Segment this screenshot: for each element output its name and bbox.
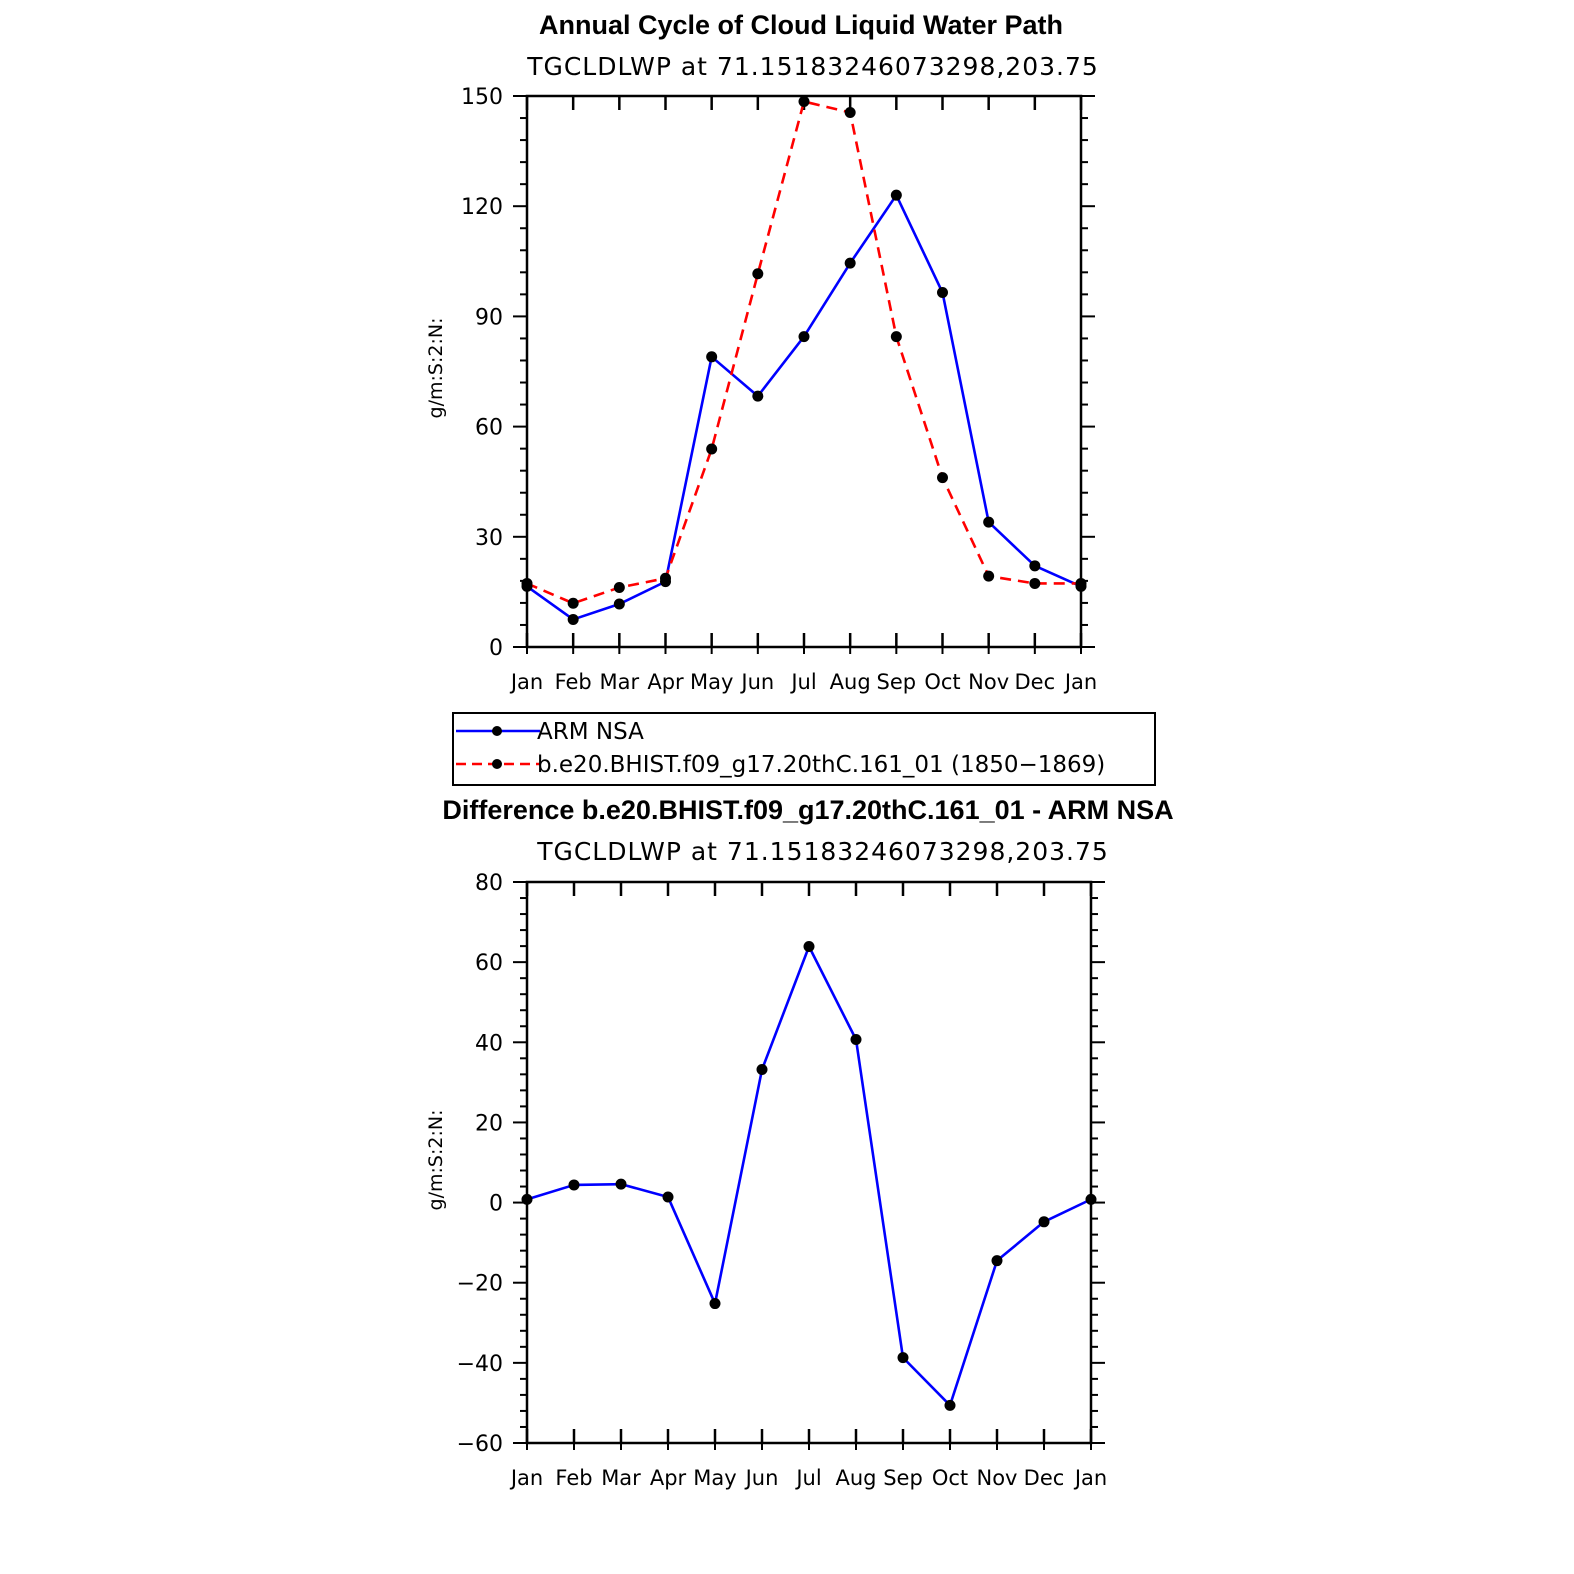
difference-chart — [425, 795, 1174, 1490]
data-point-series-1 — [710, 1298, 721, 1309]
chart1-subtitle: TGCLDLWP at 71.15183246073298,203.75 — [527, 52, 1099, 81]
data-point-series-2 — [799, 96, 810, 107]
data-point-series-1 — [568, 614, 579, 625]
data-point-series-2 — [706, 444, 717, 455]
x-tick-label: Apr — [647, 670, 684, 694]
data-point-series-1 — [851, 1034, 862, 1045]
data-point-series-1 — [898, 1352, 909, 1363]
data-point-series-2 — [983, 571, 994, 582]
plot-frame — [527, 882, 1091, 1443]
chart2-series — [522, 941, 1097, 1411]
data-point-series-1 — [1029, 560, 1040, 571]
chart1-series — [522, 96, 1087, 625]
x-tick-label: Jun — [741, 670, 775, 694]
chart2-subtitle: TGCLDLWP at 71.15183246073298,203.75 — [537, 837, 1109, 866]
y-tick-label: 0 — [489, 1191, 503, 1217]
data-point-series-1 — [937, 287, 948, 298]
x-tick-label: Feb — [555, 1466, 593, 1490]
data-point-series-1 — [757, 1064, 768, 1075]
series-line-1 — [527, 195, 1081, 619]
x-tick-label: Aug — [835, 1466, 877, 1490]
x-tick-label: Jan — [510, 1466, 544, 1490]
data-point-series-2 — [752, 268, 763, 279]
data-point-series-2 — [660, 573, 671, 584]
data-point-series-1 — [752, 391, 763, 402]
x-tick-label: Sep — [876, 670, 917, 694]
legend-marker-model — [492, 759, 502, 769]
chart1-x-tick-labels — [509, 670, 1097, 694]
data-point-series-1 — [614, 599, 625, 610]
data-point-series-2 — [1076, 578, 1087, 589]
chart2-y-tick-labels — [457, 871, 503, 1457]
chart1-y-tick-labels — [461, 85, 503, 661]
y-tick-label: 60 — [475, 415, 503, 441]
data-point-series-2 — [845, 107, 856, 118]
legend-label-arm-nsa: ARM NSA — [537, 719, 644, 745]
chart2-axes — [513, 882, 1105, 1450]
chart2-y-axis-label: g/m:S:2:N: — [425, 1109, 447, 1211]
x-tick-label: Jul — [791, 670, 817, 694]
data-point-series-1 — [663, 1191, 674, 1202]
x-tick-label: Mar — [601, 1466, 641, 1490]
x-tick-label: Feb — [554, 670, 592, 694]
y-tick-label: 20 — [475, 1111, 503, 1137]
series-line-2 — [527, 102, 1081, 604]
data-point-series-1 — [992, 1255, 1003, 1266]
data-point-series-1 — [891, 190, 902, 201]
y-tick-label: 40 — [475, 1031, 503, 1057]
legend-marker-arm-nsa — [492, 726, 502, 736]
data-point-series-1 — [845, 258, 856, 269]
x-tick-label: Oct — [931, 1466, 969, 1490]
y-tick-label: 0 — [489, 636, 503, 661]
y-tick-label: −20 — [456, 1271, 503, 1297]
x-tick-label: Oct — [924, 670, 961, 694]
data-point-series-1 — [804, 941, 815, 952]
data-point-series-1 — [706, 351, 717, 362]
data-point-series-1 — [522, 1194, 533, 1205]
data-point-series-2 — [1029, 578, 1040, 589]
y-tick-label: 60 — [475, 951, 503, 977]
series-line-1 — [527, 947, 1091, 1406]
x-tick-label: Dec — [1023, 1466, 1065, 1490]
x-tick-label: Nov — [976, 1466, 1018, 1490]
y-tick-label: 90 — [475, 305, 503, 331]
x-tick-label: Sep — [883, 1466, 923, 1490]
chart1-y-axis-label: g/m:S:2:N: — [425, 317, 447, 419]
chart2-x-tick-labels — [509, 1466, 1107, 1490]
y-tick-label: −60 — [456, 1432, 503, 1457]
data-point-series-2 — [937, 472, 948, 483]
x-tick-label: May — [689, 670, 734, 694]
y-tick-label: 30 — [475, 525, 503, 551]
data-point-series-2 — [568, 598, 579, 609]
chart1-title: Annual Cycle of Cloud Liquid Water Path — [538, 10, 1064, 40]
x-tick-label: Jan — [1064, 670, 1098, 694]
data-point-series-2 — [891, 331, 902, 342]
data-point-series-1 — [799, 331, 810, 342]
x-tick-label: Aug — [829, 670, 871, 694]
chart2-title: Difference b.e20.BHIST.f09_g17.20thC.161_01 - ARM NSA — [442, 795, 1174, 825]
x-tick-label: May — [693, 1466, 737, 1490]
legend — [453, 713, 1155, 785]
x-tick-label: Dec — [1014, 670, 1056, 694]
data-point-series-2 — [522, 578, 533, 589]
y-tick-label: −40 — [456, 1351, 503, 1377]
data-point-series-2 — [614, 582, 625, 593]
data-point-series-1 — [1039, 1216, 1050, 1227]
x-tick-label: Nov — [968, 670, 1010, 694]
plot-frame — [527, 96, 1081, 647]
y-tick-label: 120 — [461, 195, 503, 221]
data-point-series-1 — [983, 517, 994, 528]
x-tick-label: Mar — [599, 670, 640, 694]
chart1-axes — [513, 96, 1095, 654]
x-tick-label: Jan — [1074, 1466, 1108, 1490]
annual-cycle-chart — [425, 10, 1099, 694]
data-point-series-1 — [616, 1179, 627, 1190]
x-tick-label: Jun — [745, 1466, 779, 1490]
data-point-series-1 — [1086, 1194, 1097, 1205]
y-tick-label: 80 — [475, 871, 503, 896]
legend-label-model: b.e20.BHIST.f09_g17.20thC.161_01 (1850−1869) — [537, 752, 1106, 778]
x-tick-label: Jan — [510, 670, 544, 694]
x-tick-label: Apr — [649, 1466, 687, 1490]
data-point-series-1 — [945, 1400, 956, 1411]
x-tick-label: Jul — [796, 1466, 822, 1490]
y-tick-label: 150 — [461, 85, 503, 110]
data-point-series-1 — [569, 1179, 580, 1190]
